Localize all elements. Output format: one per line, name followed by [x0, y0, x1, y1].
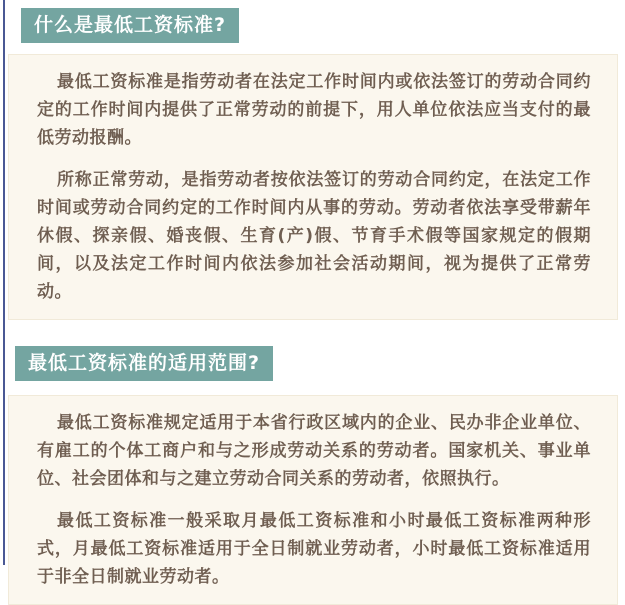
paragraph: 最低工资标准是指劳动者在法定工作时间内或依法签订的劳动合同约定的工作时间内提供了正常劳动的前提下，用人单位依法应当支付的最低劳动报酬。 [37, 72, 591, 148]
paragraph: 所称正常劳动，是指劳动者按依法签订的劳动合同约定，在法定工作时间或劳动合同约定的工作时间内从事的劳动。劳动者依法享受带薪年休假、探亲假、婚丧假、生育(产)假、节育手术假等国家规定的假期间，以及法定工作时间内依法参加社会活动期间，视为提供了正常劳动。 [37, 170, 591, 302]
paragraph: 最低工资标准一般采取月最低工资标准和小时最低工资标准两种形式，月最低工资标准适用于全日制就业劳动者，小时最低工资标准适用于非全日制就业劳动者。 [37, 511, 591, 587]
definition-panel [8, 54, 618, 320]
paragraph: 最低工资标准规定适用于本省行政区域内的企业、民办非企业单位、有雇工的个体工商户和与之形成劳动关系的劳动者。国家机关、事业单位、社会团体和与之建立劳动合同关系的劳动者，依照执行。 [37, 413, 591, 489]
left-border-rule [3, 0, 5, 565]
section-heading-scope: 最低工资标准的适用范围? [15, 346, 273, 381]
article-content [8, 0, 618, 605]
scope-panel [8, 395, 618, 605]
section-heading-definition: 什么是最低工资标准? [21, 8, 239, 43]
